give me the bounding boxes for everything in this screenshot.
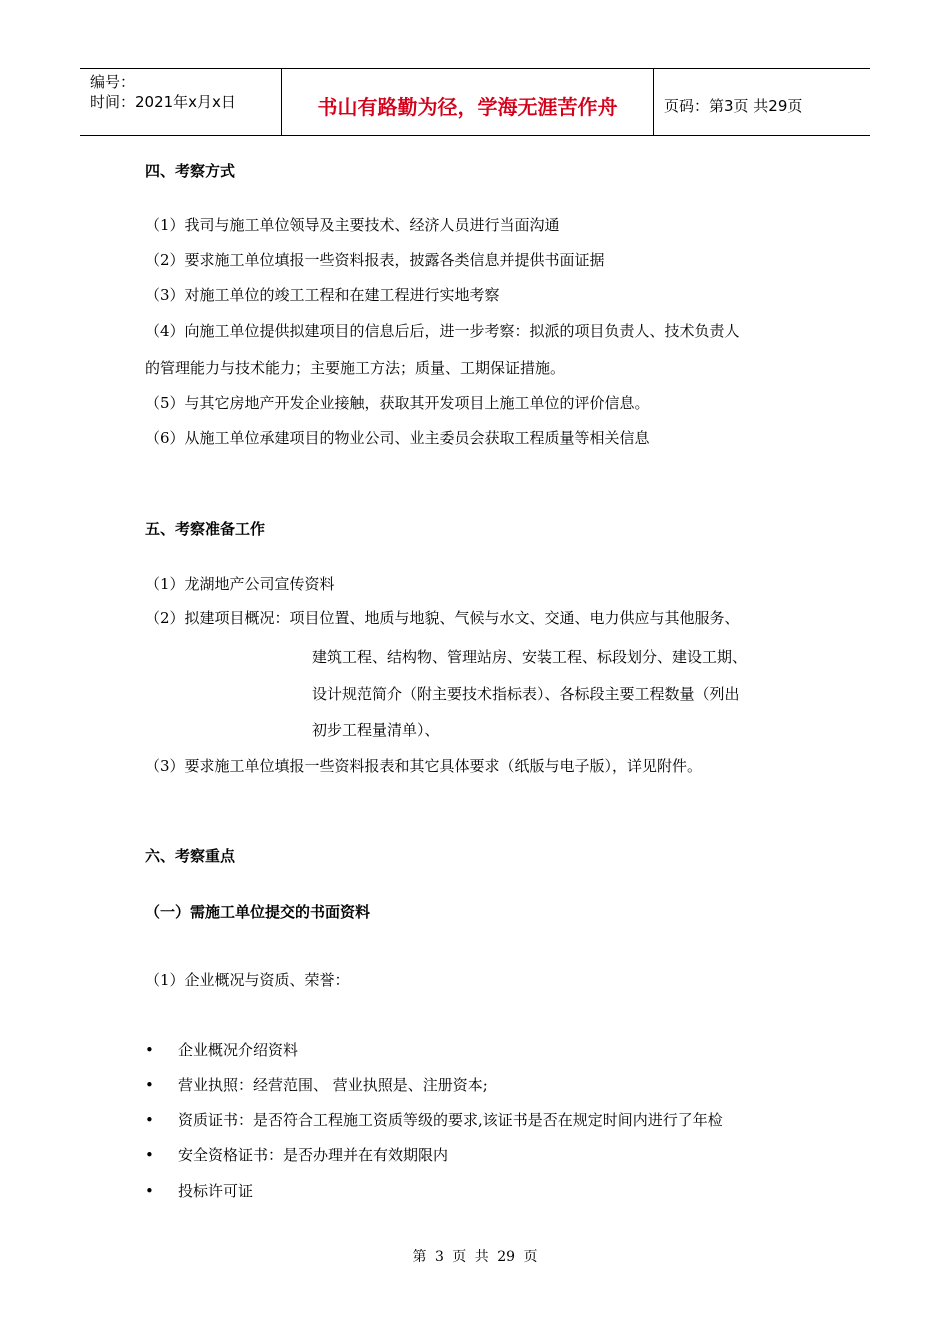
section-5-item-2-cont-3: 初步工程量清单）、 bbox=[312, 721, 440, 739]
section-5-title: 五、考察准备工作 bbox=[145, 520, 266, 538]
section-4-item-4-cont: 的管理能力与技术能力；主要施工方法；质量、工期保证措施。 bbox=[145, 359, 566, 377]
header-page-cell bbox=[654, 69, 870, 135]
bullet-icon: • bbox=[145, 1146, 154, 1164]
bullet-icon: • bbox=[145, 1111, 154, 1129]
section-5-item-3: （3）要求施工单位填报一些资料报表和其它具体要求（纸版与电子版），详见附件。 bbox=[145, 757, 703, 775]
section-4-item-1: （1）我司与施工单位领导及主要技术、经济人员进行当面沟通 bbox=[145, 216, 560, 234]
time-label: 时间：2021年x月x日 bbox=[90, 93, 236, 111]
section-5-item-2-cont-2: 设计规范简介（附主要技术指标表）、各标段主要工程数量（列出 bbox=[312, 685, 740, 703]
bullet-item-2: 营业执照：经营范围、 营业执照是、注册资本; bbox=[178, 1076, 488, 1094]
bullet-item-1: 企业概况介绍资料 bbox=[178, 1041, 299, 1059]
page-footer: 第 3 页 共 29 页 bbox=[412, 1249, 538, 1265]
section-5-item-1: （1）龙湖地产公司宣传资料 bbox=[145, 575, 335, 593]
header-motto-cell bbox=[282, 69, 654, 135]
section-4-item-3: （3）对施工单位的竣工工程和在建工程进行实地考察 bbox=[145, 286, 500, 304]
section-4-title: 四、考察方式 bbox=[145, 162, 236, 180]
section-5-item-2-cont-1: 建筑工程、结构物、管理站房、安装工程、标段划分、建设工期、 bbox=[312, 648, 748, 666]
bullet-item-3: 资质证书：是否符合工程施工资质等级的要求,该证书是否在规定时间内进行了年检 bbox=[178, 1111, 723, 1129]
number-label: 编号： bbox=[90, 73, 136, 91]
bullet-icon: • bbox=[145, 1076, 154, 1094]
section-6-subtitle: （一）需施工单位提交的书面资料 bbox=[145, 903, 371, 921]
section-4-item-6: （6）从施工单位承建项目的物业公司、业主委员会获取工程质量等相关信息 bbox=[145, 429, 650, 447]
section-6-item-1: （1）企业概况与资质、荣誉： bbox=[145, 971, 350, 989]
section-4-item-2: （2）要求施工单位填报一些资料报表，披露各类信息并提供书面证据 bbox=[145, 251, 605, 269]
section-4-item-4: （4）向施工单位提供拟建项目的信息后后，进一步考察：拟派的项目负责人、技术负责人 bbox=[145, 322, 740, 340]
bullet-item-5: 投标许可证 bbox=[178, 1182, 254, 1200]
document-header bbox=[80, 68, 870, 136]
page-info: 页码：第3页 共29页 bbox=[664, 97, 803, 115]
bullet-item-4: 安全资格证书：是否办理并在有效期限内 bbox=[178, 1146, 449, 1164]
section-5-item-2: （2）拟建项目概况：项目位置、地质与地貌、气候与水文、交通、电力供应与其他服务、 bbox=[145, 609, 740, 627]
section-6-title: 六、考察重点 bbox=[145, 847, 236, 865]
motto-text: 书山有路勤为径，学海无涯苦作舟 bbox=[317, 95, 618, 119]
section-4-item-5: （5）与其它房地产开发企业接触，获取其开发项目上施工单位的评价信息。 bbox=[145, 394, 650, 412]
bullet-icon: • bbox=[145, 1041, 154, 1059]
header-info-cell bbox=[80, 69, 282, 135]
bullet-icon: • bbox=[145, 1182, 154, 1200]
